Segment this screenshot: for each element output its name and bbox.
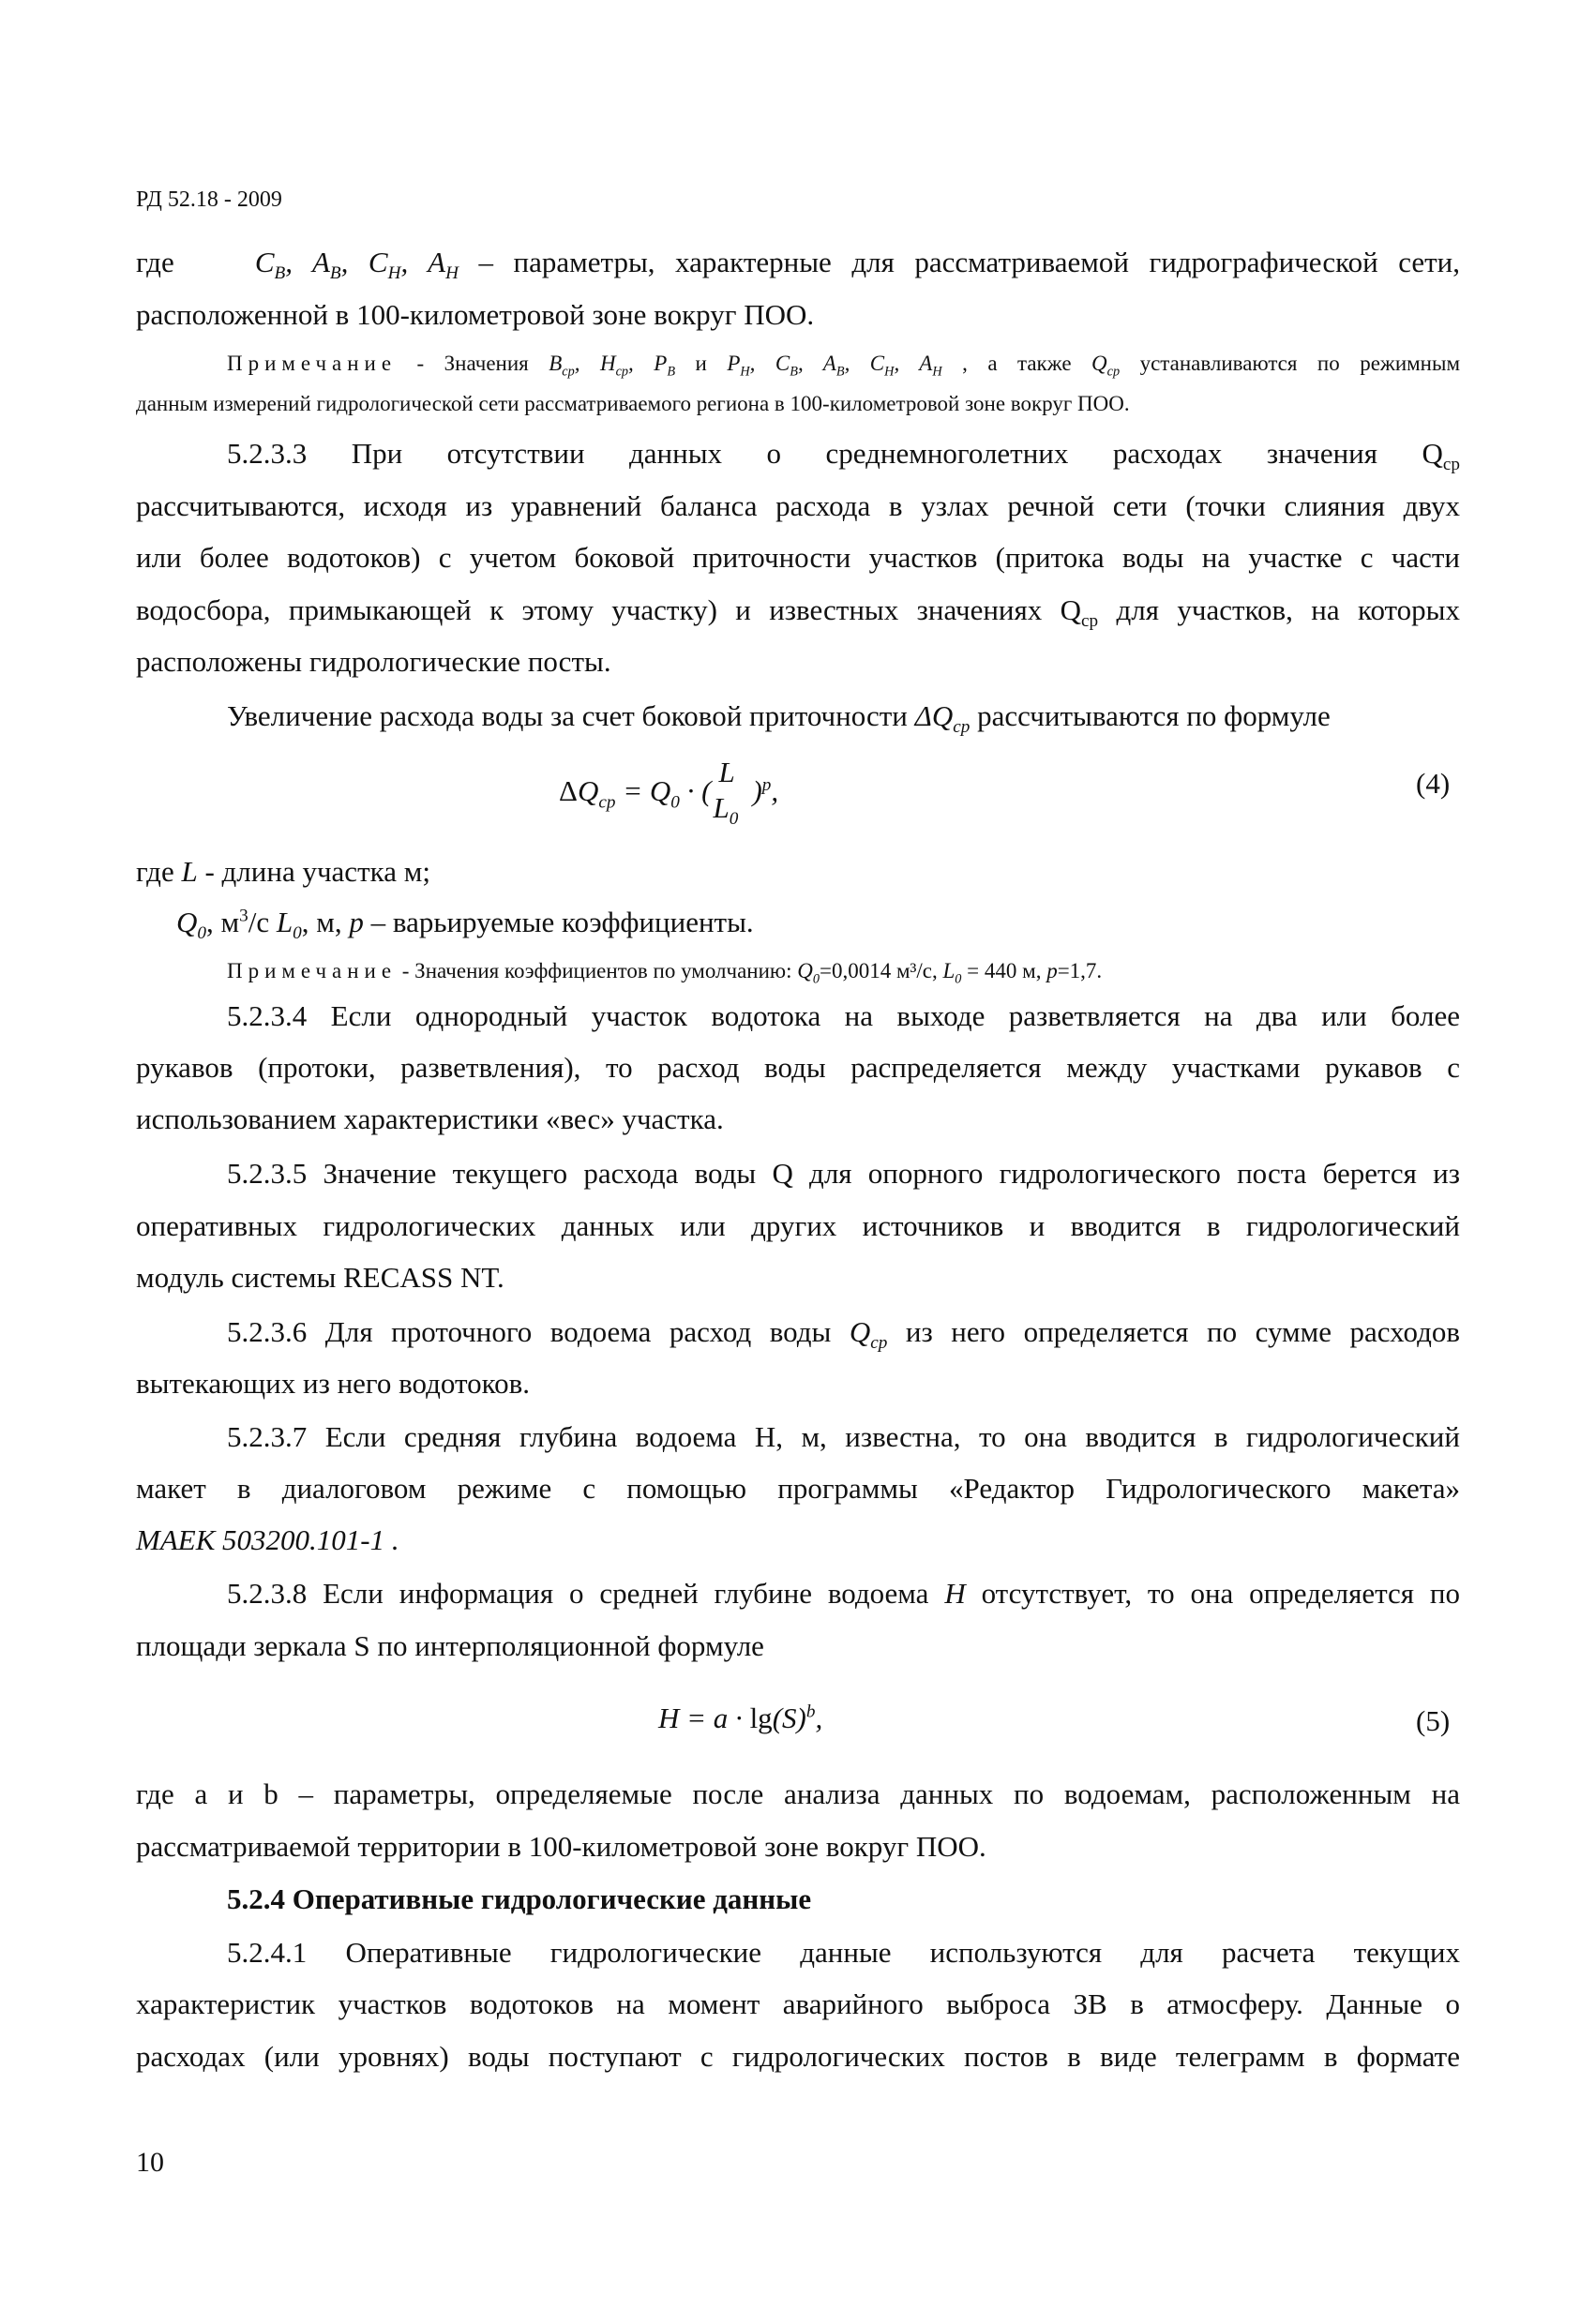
paragraph-5241-line-3: расходах (или уровнях) воды поступают с гидрологических постов в виде телеграмм в формате (136, 2040, 1460, 2073)
note-1-line-2: данным измерений гидрологической сети рассматриваемого региона в 100-километровой зоне вокруг ПОО. (136, 392, 1130, 415)
paragraph-5233-line-1: 5.2.3.3 При отсутствии данных о среднемноголетних расходах значения $Q_{ср}$ (227, 437, 1460, 475)
paragraph-5238-line-2: площади зеркала S по интерполяционной формуле (136, 1629, 764, 1662)
formula-5: $H = a \cdot \lg(S)^b$, (658, 1702, 823, 1734)
paragraph-5233-line-2: рассчитываются, исходя из уравнений баланса расхода в узлах речной сети (точки слияния двух (136, 489, 1460, 522)
paragraph-5241-line-2: характеристик участков водотоков на момент аварийного выброса ЗВ в атмосферу. Данные о (136, 1987, 1460, 2020)
ab-params-line-2: рассматриваемой территории в 100-километровой зоне вокруг ПОО. (136, 1830, 986, 1863)
page-number: 10 (136, 2147, 164, 2178)
paragraph-5236-line-1: 5.2.3.6 Для проточного водоема расход воды $Q_{ср}$ из него определяется по сумме расходов (227, 1315, 1460, 1354)
paragraph-5238-line-1: 5.2.3.8 Если информация о средней глубине водоема H отсутствует, то она определяется по (227, 1577, 1461, 1610)
where-L-line: где L - длина участка м; (136, 855, 430, 888)
note-2: Примечание - Значения коэффициентов по умолчанию: $Q_0=0,0014$ м³/с, $L_0 = 440$ м, p=1,7. (227, 959, 1103, 987)
paragraph-5237-line-1: 5.2.3.7 Если средняя глубина водоема Н, м, известна, то она вводится в гидрологический (227, 1420, 1460, 1453)
paragraph-5235-line-2: оперативных гидрологических данных или других источников и вводится в гидрологический (136, 1209, 1460, 1242)
paragraph-5235-line-3: модуль системы RECASS NT. (136, 1261, 504, 1294)
equation-number-5: (5) (1416, 1704, 1451, 1737)
paragraph-5234-line-3: использованием характеристики «вес» участка. (136, 1102, 724, 1135)
params-line-1: где $C_B$, $A_B$, $C_H$, $A_H$ – параметры, характерные для рассматриваемой гидрографической сети, (136, 246, 1460, 284)
equation-number-4: (4) (1416, 767, 1451, 800)
increase-intro: Увеличение расхода воды за счет боковой приточности $\Delta Q_{ср}$ рассчитываются по формуле (227, 699, 1331, 738)
params-line-2: расположенной в 100-километровой зоне вокруг ПОО. (136, 298, 815, 331)
coefficients-line: $Q_0$, $м^3/с$ $L_0$, м, p – варьируемые коэффициенты. (176, 906, 754, 944)
paragraph-5233-line-3: или более водотоков) с учетом боковой приточности участков (притока воды на участке с части (136, 541, 1460, 574)
section-heading-524: 5.2.4 Оперативные гидрологические данные (227, 1882, 812, 1915)
document-code: РД 52.18 - 2009 (136, 187, 282, 212)
ab-params-line-1: где a и b – параметры, определяемые после анализа данных по водоемам, расположенным на (136, 1777, 1460, 1810)
paragraph-5237-line-3: МАЕК 503200.101-1 . (136, 1523, 399, 1556)
paragraph-5233-line-5: расположены гидрологические посты. (136, 645, 611, 678)
paragraph-5237-line-2: макет в диалоговом режиме с помощью программы «Редактор Гидрологического макета» (136, 1472, 1460, 1505)
paragraph-5234-line-2: рукавов (протоки, разветвления), то расход воды распределяется между участками рукавов с (136, 1051, 1460, 1084)
paragraph-5236-line-2: вытекающих из него водотоков. (136, 1367, 531, 1400)
paragraph-5241-line-1: 5.2.4.1 Оперативные гидрологические данные используются для расчета текущих (227, 1936, 1460, 1969)
paragraph-5235-line-1: 5.2.3.5 Значение текущего расхода воды Q для опорного гидрологического поста берется из (227, 1157, 1460, 1190)
paragraph-5234-line-1: 5.2.3.4 Если однородный участок водотока на выходе разветвляется на два или более (227, 999, 1460, 1032)
note-1-line-1: Примечание - Значения $B_{ср}$, $H_{ср}$, $P_B$ и $P_H$, $C_B$, $A_B$, $C_H$, $A_H$ , а также $Q_{ср}$ устанавливаются по режимным (227, 352, 1461, 380)
formula-4: $\Delta Q_{ср} = Q_0$ · ( L $L_0$ )$^p$, (559, 756, 779, 830)
paragraph-5233-line-4: водосбора, примыкающей к этому участку) и известных значениях $Q_{ср}$ для участков, на которых (136, 593, 1460, 632)
